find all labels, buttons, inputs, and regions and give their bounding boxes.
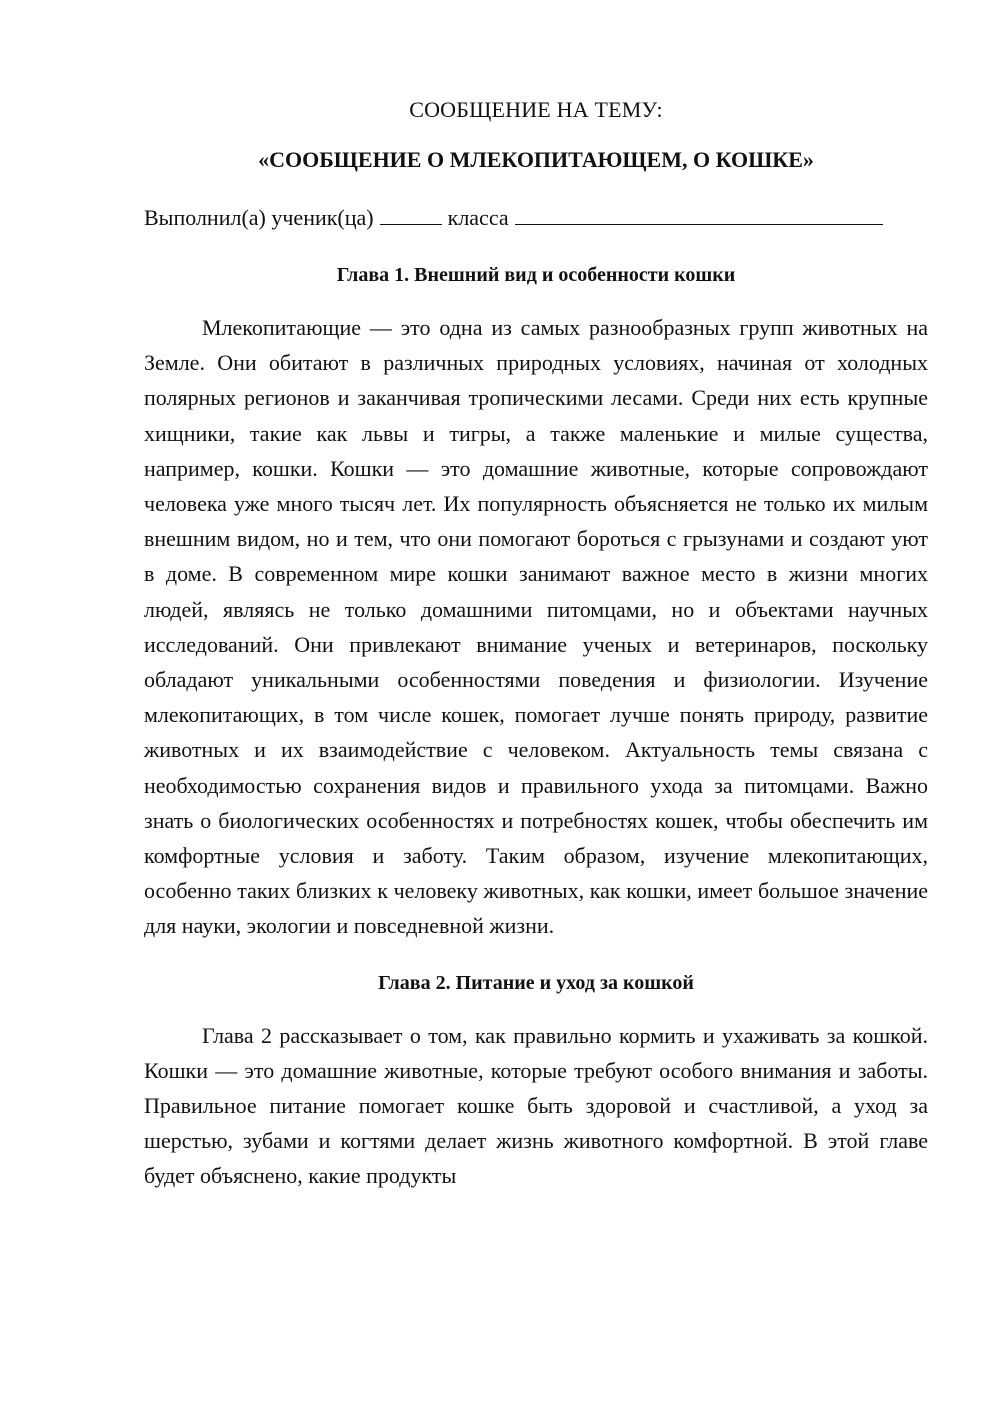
spacer xyxy=(144,944,928,970)
student-name-blank xyxy=(515,206,883,225)
author-line xyxy=(144,204,928,232)
document-title-line2: «СООБЩЕНИЕ О МЛЕКОПИТАЮЩЕМ, О КОШКЕ» xyxy=(258,147,814,172)
chapter1-paragraph: Млекопитающие — это одна из самых разнообразных групп животных на Земле. Они обитают в различных природных условиях, начиная от холодных полярных регионов и заканчивая тропическими лесами. Среди них есть крупные хищники, такие как львы и тигры, а также маленькие и милые существа, например, кошки. Кошки — это домашние животные, которые сопровождают человека уже много тысяч лет. Их популярность объясняется не только их милым внешним видом, но и тем, что они помогают бороться с грызунами и создают уют в доме. В современном мире кошки занимают важное место в жизни многих людей, являясь не только домашними питомцами, но и объектами научных исследований. Они привлекают внимание ученых и ветеринаров, поскольку обладают уникальными особенностями поведения и физиологии. Изучение млекопитающих, в том числе кошек, помогает лучше понять природу, развитие животных и их взаимодействие с человеком. Актуальность темы связана с необходимостью сохранения видов и правильного ухода за питомцами. Важно знать о биологических особенностях и потребностях кошек, чтобы обеспечить им комфортные условия и заботу. Таким образом, изучение млекопитающих, особенно таких близких к человеку животных, как кошки, имеет большое значение для науки, экологии и повседневной жизни. xyxy=(144,315,928,939)
chapter1-heading: Глава 1. Внешний вид и особенности кошки xyxy=(336,264,736,286)
author-middle: класса xyxy=(447,205,509,230)
author-prefix: Выполнил(а) ученик(ца) xyxy=(144,205,374,230)
chapter2-heading: Глава 2. Питание и уход за кошкой xyxy=(378,971,694,994)
chapter2-paragraph: Глава 2 рассказывает о том, как правильно кормить и ухаживать за кошкой. Кошки — это домашние животные, которые требуют особого внимания и заботы. Правильное питание помогает кошке быть здоровой и счастливой, а уход за шерстью, зубами и когтями делает жизнь животного комфортной. В этой главе будет объяснено, какие продукты xyxy=(144,1022,928,1189)
class-number-blank xyxy=(380,206,442,225)
document-title-line1: СООБЩЕНИЕ НА ТЕМУ: xyxy=(409,97,663,122)
